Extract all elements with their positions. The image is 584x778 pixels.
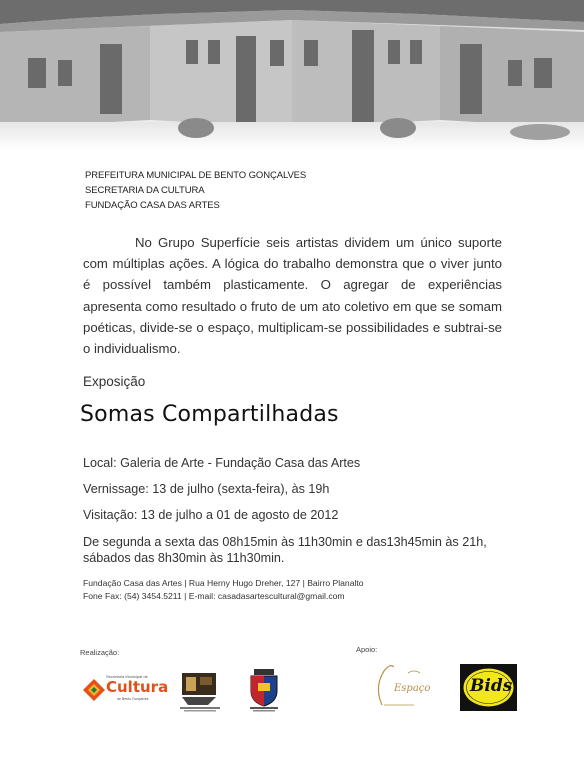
hours-weekdays: De segunda a sexta das 08h15min às 11h30min e das13h45min às 21h,: [83, 535, 487, 549]
contact-address: Fundação Casa das Artes | Rua Herny Hugo Dreher, 127 | Bairro Planalto: [83, 578, 364, 588]
cultura-bottom-text: de Bento Gonçalves: [117, 697, 149, 701]
cultura-mark-icon: [83, 679, 105, 701]
espaco-word: Espaço: [394, 683, 431, 694]
opening-hours: [83, 534, 487, 566]
bids-logo: [460, 664, 517, 711]
cultura-word: Cultura: [106, 678, 169, 696]
contact-phone-email: Fone Fax: (54) 3454.5211 | E-mail: casadasartescultural@gmail.com: [83, 590, 345, 601]
institution-fundacao: FUNDAÇÃO CASA DAS ARTES: [85, 200, 220, 211]
casa-das-artes-icon: [178, 667, 222, 714]
casa-das-artes-logo: [178, 667, 222, 714]
hours-saturday: sábados das 8h30min às 11h30min.: [83, 551, 285, 565]
description-text: No Grupo Superfície seis artistas dividem um único suporte com múltiplas ações. A lógica do trabalho demonstra que o viver junto é possível também plasticamente. O agregar de experiências apresenta como resultado o fruto de um ato coletivo em que se somam poéticas, divide-se o espaço, multiplicam-se possibilidades e subtrai-se o individualismo.: [83, 235, 502, 357]
cultura-top-text: Secretaria Municipal de: [106, 674, 148, 679]
institution-list: [85, 168, 306, 213]
exhibition-local: Local: Galeria de Arte - Fundação Casa das Artes: [83, 456, 361, 470]
header-building-photo: [0, 0, 584, 150]
exhibition-visitation: Visitação: 13 de julho a 01 de agosto de 2012: [83, 508, 339, 522]
exhibition-vernissage: Vernissage: 13 de julho (sexta-feira), às 19h: [83, 482, 330, 496]
bids-word: Bids: [470, 676, 513, 696]
institution-prefeitura: PREFEITURA MUNICIPAL DE BENTO GONÇALVES: [85, 170, 307, 181]
exhibition-title: Somas Compartilhadas: [80, 402, 339, 427]
coat-of-arms-icon: [248, 669, 280, 714]
cultura-logo: [83, 674, 169, 704]
institution-secretaria: SECRETARIA DA CULTURA: [85, 185, 205, 196]
contact-info: [83, 577, 364, 602]
exhibition-label: Exposição: [83, 374, 146, 389]
espaco-de-arte-logo: [368, 657, 440, 715]
bento-goncalves-coat-of-arms: [248, 669, 280, 714]
realizacao-label: Realização:: [80, 648, 120, 657]
apoio-label: Apoio:: [356, 645, 378, 654]
description-paragraph: [83, 232, 502, 359]
